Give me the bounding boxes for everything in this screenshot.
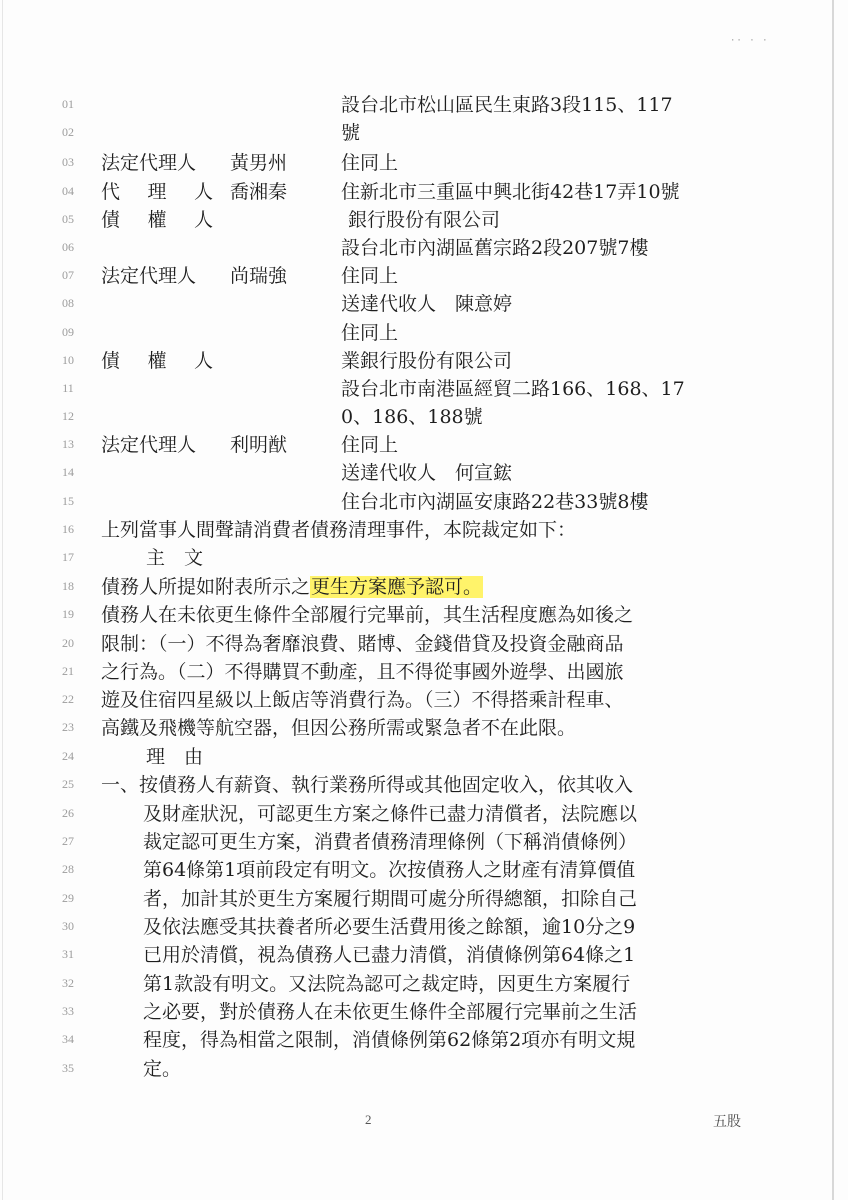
- creditor1-address-line1: 設台北市松山區民生東路3段115、117: [341, 94, 673, 116]
- service-agent-address: 住同上: [341, 322, 399, 344]
- service-agent-address: 住台北市內湖區安康路22巷33號8樓: [341, 491, 649, 513]
- line-number: 31: [62, 947, 74, 961]
- reasons-paragraph-line: 及財產狀況，可認更生方案之條件已盡力清償者，法院應以: [143, 803, 638, 825]
- line-number: 35: [62, 1061, 74, 1075]
- creditor2-name: 銀行股份有限公司: [348, 209, 501, 231]
- line-number: 17: [62, 550, 74, 564]
- scan-edge-right: [832, 0, 834, 1200]
- line-number: 03: [62, 155, 74, 169]
- line-number: 33: [62, 1004, 74, 1018]
- creditor3-address-line2: 0、186、188號: [341, 406, 483, 428]
- section-heading-reasons: 理 由: [146, 746, 204, 768]
- legal-rep-name: 利明猷: [230, 434, 288, 456]
- highlighted-ruling: 更生方案應予認可。: [311, 576, 483, 598]
- line-number: 20: [62, 636, 74, 650]
- reasons-paragraph-line: 裁定認可更生方案，消費者債務清理條例（下稱消債條例）: [143, 831, 638, 853]
- line-number: 22: [62, 692, 74, 706]
- ruling-main-line: 債務人所提如附表所示之更生方案應予認可。: [101, 576, 483, 598]
- line-number: 30: [62, 919, 74, 933]
- ruling-paragraph-line: 之行為。（二）不得購買不動產，且不得從事國外遊學、出國旅: [101, 661, 624, 683]
- line-number: 13: [62, 437, 74, 451]
- ruling-paragraph-line: 遊及住宿四星級以上飯店等消費行為。（三）不得搭乘計程車、: [101, 689, 624, 711]
- page-number: 2: [365, 1112, 372, 1127]
- line-number: 01: [62, 97, 74, 111]
- legal-rep-label: 法定代理人: [101, 152, 197, 174]
- line-number: 21: [62, 664, 74, 678]
- line-number: 32: [62, 976, 74, 990]
- reasons-paragraph-line: 之必要，對於債務人在未依更生條件全部履行完畢前之生活: [143, 1001, 638, 1023]
- reasons-paragraph-line: 及依法應受其扶養者所必要生活費用後之餘額，逾10分之9: [143, 916, 636, 938]
- reasons-paragraph-line: 第1款設有明文。又法院為認可之裁定時，因更生方案履行: [143, 973, 631, 995]
- reasons-paragraph-line: 一、按債務人有薪資、執行業務所得或其他固定收入，依其收入: [101, 774, 634, 796]
- legal-rep-address: 住同上: [341, 265, 399, 287]
- creditor3-address-line1: 設台北市南港區經貿二路166、168、17: [341, 378, 685, 400]
- reasons-paragraph-line: 定。: [143, 1058, 182, 1080]
- line-number: 26: [62, 806, 74, 820]
- line-number: 12: [62, 409, 74, 423]
- line-number: 29: [62, 891, 74, 905]
- creditor1-address-line2: 號: [341, 122, 361, 144]
- reasons-paragraph-line: 者，加計其於更生方案履行期間可處分所得總額，扣除自己: [143, 888, 638, 910]
- scan-edge-left: [2, 0, 3, 1200]
- line-number: 23: [62, 720, 74, 734]
- creditor2-label: 債 權 人: [101, 209, 213, 231]
- legal-rep-name: 尚瑞強: [230, 265, 288, 287]
- legal-rep-label: 法定代理人: [101, 265, 197, 287]
- section-heading-main-text: 主 文: [146, 547, 204, 569]
- service-agent: 送達代收人 陳意婷: [341, 293, 513, 315]
- legal-rep-address: 住同上: [341, 152, 399, 174]
- line-number: 07: [62, 268, 74, 282]
- ruling-paragraph-line: 高鐵及飛機等航空器，但因公務所需或緊急者不在此限。: [101, 717, 577, 739]
- line-number: 05: [62, 212, 74, 226]
- line-number: 02: [62, 125, 74, 139]
- line-number: 11: [62, 381, 74, 395]
- agent-label: 代 理 人: [101, 181, 213, 203]
- ruling-paragraph-line: 限制：（一）不得為奢靡浪費、賭博、金錢借貸及投資金融商品: [101, 633, 624, 655]
- ruling-paragraph-line: 債務人在未依更生條件全部履行完畢前，其生活程度應為如後之: [101, 604, 634, 626]
- line-number: 24: [62, 749, 74, 763]
- line-number: 18: [62, 579, 74, 593]
- line-number: 10: [62, 353, 74, 367]
- line-number: 16: [62, 522, 74, 536]
- line-number: 14: [62, 465, 74, 479]
- line-number: 09: [62, 325, 74, 339]
- line-number: 27: [62, 834, 74, 848]
- line-number: 15: [62, 494, 74, 508]
- service-agent: 送達代收人 何宣鋐: [341, 462, 513, 484]
- legal-rep-label: 法定代理人: [101, 434, 197, 456]
- line-number: 08: [62, 296, 74, 310]
- agent-name: 喬湘秦: [230, 181, 288, 203]
- reasons-paragraph-line: 第64條第1項前段定有明文。次按債務人之財產有清算價值: [143, 859, 636, 881]
- scan-noise: ·· · ·: [730, 36, 769, 46]
- legal-rep-address: 住同上: [341, 434, 399, 456]
- reasons-paragraph-line: 已用於清償，視為債務人已盡力清償，消債條例第64條之1: [143, 944, 636, 966]
- legal-rep-name: 黃男州: [230, 152, 288, 174]
- ruling-intro: 上列當事人間聲請消費者債務清理事件，本院裁定如下：: [101, 519, 577, 541]
- agent-address: 住新北市三重區中興北街42巷17弄10號: [341, 181, 680, 203]
- line-number: 34: [62, 1032, 74, 1046]
- creditor3-name: 業銀行股份有限公司: [341, 350, 513, 372]
- line-number: 25: [62, 777, 74, 791]
- creditor3-label: 債 權 人: [101, 350, 213, 372]
- line-number: 04: [62, 184, 74, 198]
- line-number: 19: [62, 607, 74, 621]
- line-number: 06: [62, 240, 74, 254]
- reasons-paragraph-line: 程度，得為相當之限制，消債條例第62條第2項亦有明文規: [143, 1029, 636, 1051]
- line-number: 28: [62, 862, 74, 876]
- court-unit-label: 五股: [713, 1114, 741, 1130]
- creditor2-address: 設台北市內湖區舊宗路2段207號7樓: [341, 237, 649, 259]
